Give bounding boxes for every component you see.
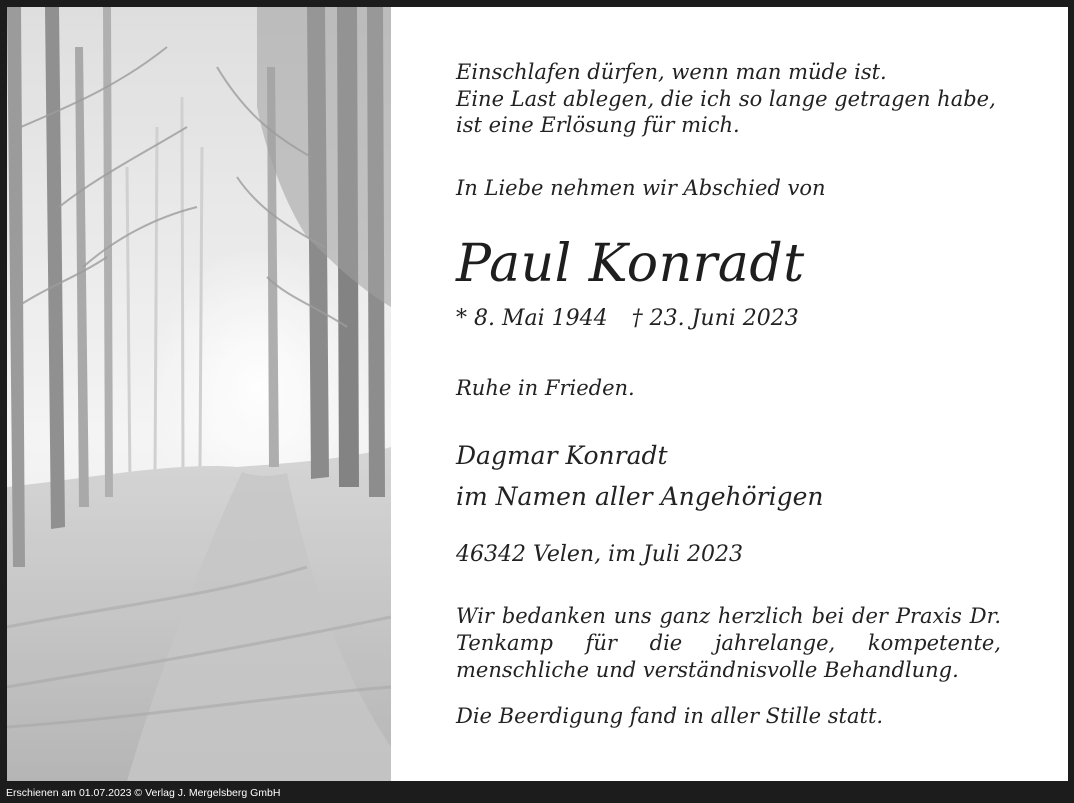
burial-note: Die Beerdigung fand in aller Stille statt. [456, 704, 884, 728]
thanks-paragraph: Wir bedanken uns ganz herzlich bei der Praxis Dr. Tenkamp für die jahrelange, kompetente, menschliche und verständnisvolle Behandlung. [456, 604, 1001, 682]
mourner-line: im Namen aller Angehörigen [456, 482, 824, 511]
deceased-name: Paul Konradt [456, 234, 805, 294]
obituary-notice [7, 7, 1068, 781]
obituary-text [456, 7, 1001, 781]
farewell-line: In Liebe nehmen wir Abschied von [456, 176, 826, 200]
mourner-block [456, 435, 824, 517]
rest-in-peace: Ruhe in Frieden. [456, 376, 635, 400]
mourner-name: Dagmar Konradt [456, 441, 668, 470]
birth-date: * 8. Mai 1944 [456, 306, 608, 331]
death-date: † 23. Juni 2023 [631, 306, 799, 331]
verse-line: ist eine Erlösung für mich. [456, 113, 740, 137]
verse-line: Eine Last ablegen, die ich so lange getragen habe, [456, 86, 996, 111]
forest-path-image [7, 7, 391, 781]
place-date: 46342 Velen, im Juli 2023 [456, 542, 744, 567]
life-dates [456, 305, 799, 333]
forest-path-photo [7, 7, 391, 781]
publication-footer: Erschienen am 01.07.2023 © Verlag J. Mergelsberg GmbH [6, 787, 281, 799]
verse-line: Einschlafen dürfen, wenn man müde ist. [456, 60, 887, 84]
verse [456, 59, 996, 139]
